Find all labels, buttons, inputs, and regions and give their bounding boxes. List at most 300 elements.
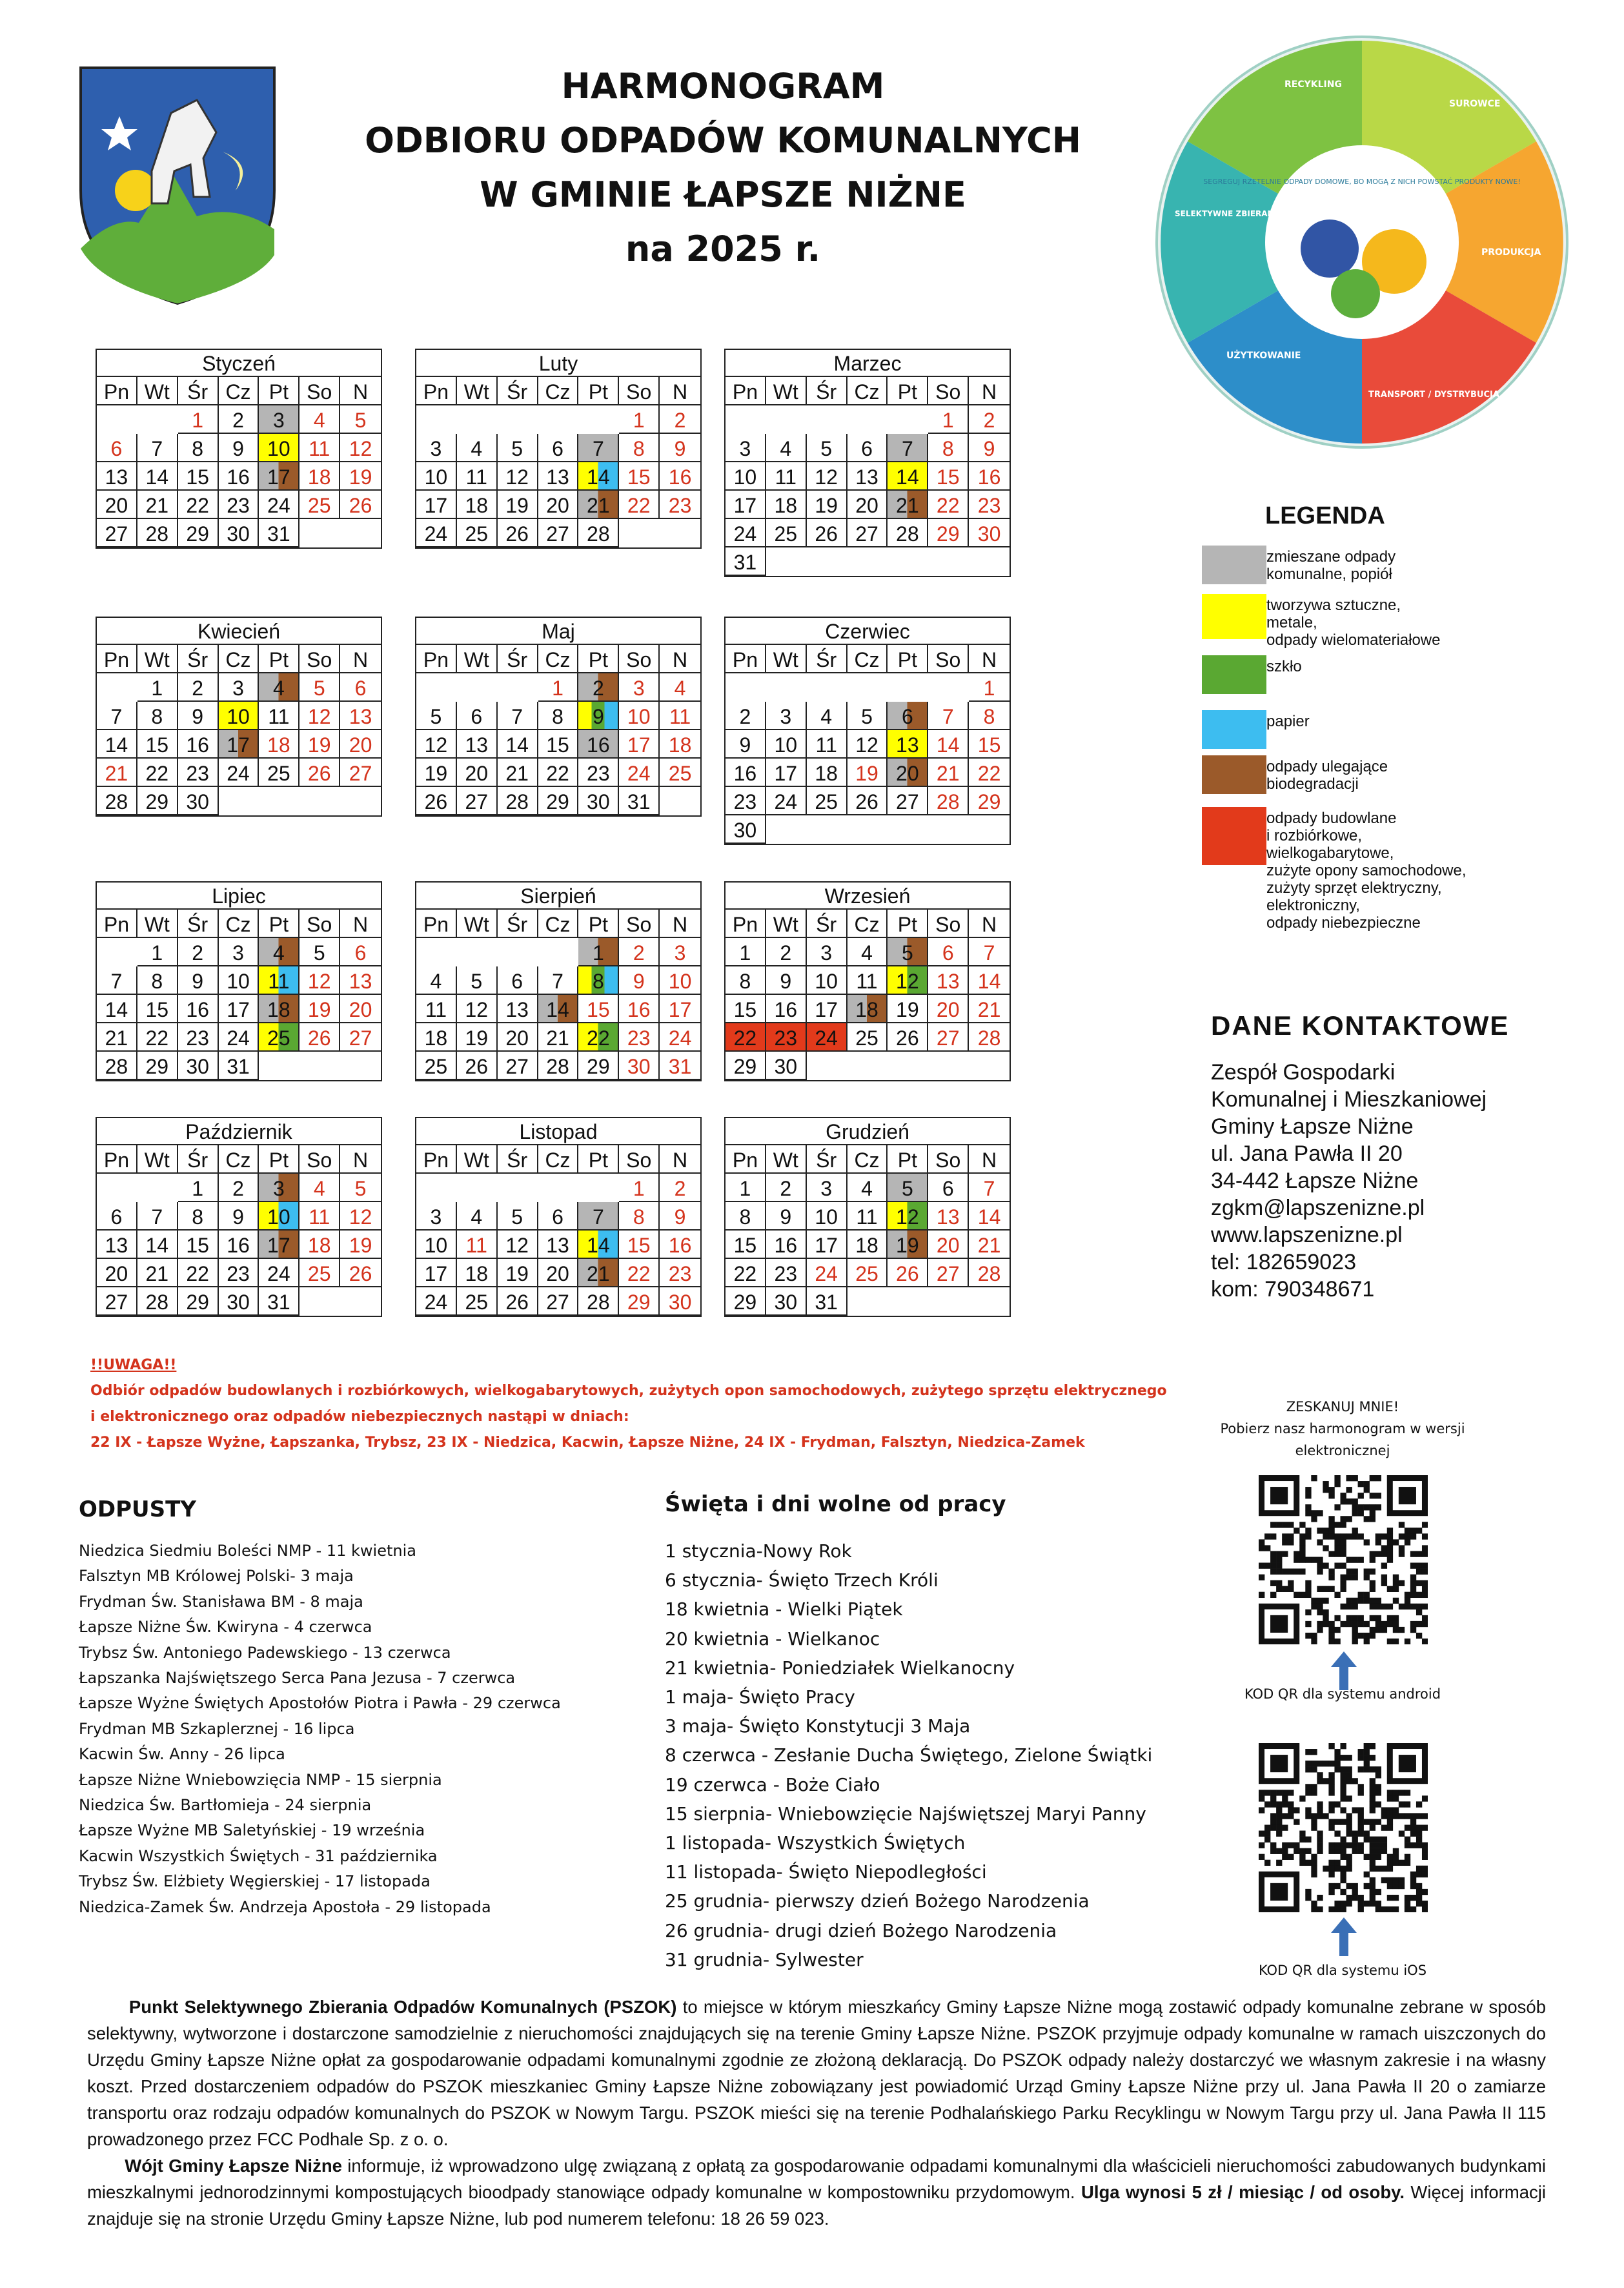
calendar-day: 8 [178,1202,219,1231]
contact-line: 34-442 Łapsze Niżne [1211,1169,1419,1193]
calendar-day: 18 [299,1231,340,1259]
title-line-2: ODBIORU ODPADÓW KOMUNALNYCH [365,120,1081,161]
calendar-day: 10 [807,1202,848,1231]
weekday-header: Pt [259,1145,299,1174]
calendar-day: 25 [807,787,848,815]
empty-cell [766,405,807,434]
qr-intro-line: Pobierz nasz harmonogram w wersji [1220,1421,1465,1436]
legend-label: odpady budowlane i rozbiórkowe, wielkogabarytowe, zużyte opony samochodowe, zużyty sprzęt elektryczny, elektroniczny, odpady niebezpieczne [1266,810,1467,932]
calendar-day: 7 [137,1202,178,1231]
calendar-day: 19 [457,1023,498,1052]
calendar-day: 15 [578,995,619,1023]
calendar-day: 20 [928,995,969,1023]
calendar-day: 30 [619,1052,660,1080]
calendar-day: 21 [888,491,928,519]
calendar-day: 18 [660,730,700,759]
weekday-header: N [660,377,700,405]
calendar-day: 8 [578,966,619,995]
weekday-header: Wt [457,377,498,405]
empty-cell [888,673,928,702]
weekday-header: Wt [137,1145,178,1174]
calendar-day: 6 [340,938,381,966]
month-name: Maj [416,618,700,645]
calendar-day: 21 [538,1023,579,1052]
weekday-header: So [928,377,969,405]
calendar-day: 26 [807,519,848,547]
weekday-header: Pn [97,645,137,673]
calendar-day: 12 [299,966,340,995]
odpust-item: Niedzica Św. Bartłomieja - 24 sierpnia [79,1796,372,1815]
calendar-day: 22 [178,491,219,519]
calendar-day: 28 [578,1287,619,1316]
weekday-header: Pn [416,910,457,938]
calendar-day: 21 [97,759,137,787]
weekday-header: N [969,910,1010,938]
calendar-day: 3 [219,673,259,702]
contact-line: ul. Jana Pawła II 20 [1211,1141,1403,1166]
calendar-day: 28 [888,519,928,547]
empty-cell [299,519,340,547]
calendar-day: 1 [726,938,766,966]
calendar-day: 6 [340,673,381,702]
calendar-day: 18 [259,995,299,1023]
calendar-day: 31 [726,547,766,576]
calendar-day: 12 [888,966,928,995]
contact-email[interactable]: zgkm@lapszenizne.pl [1211,1196,1425,1220]
calendar-day: 4 [660,673,700,702]
calendar-day: 5 [340,405,381,434]
legend-swatch [1202,546,1266,584]
month-name: Marzec [726,350,1010,377]
calendar-day: 29 [928,519,969,547]
calendar-day: 8 [726,966,766,995]
weekday-header: Śr [807,910,848,938]
calendar-day: 5 [340,1174,381,1202]
empty-cell [498,1174,538,1202]
holiday-item: 31 grudnia- Sylwester [665,1948,864,1970]
calendar-day: 23 [178,759,219,787]
weekday-header: Pt [888,1145,928,1174]
contact-line: tel: 182659023 [1211,1250,1356,1274]
calendar-day: 9 [660,434,700,462]
calendar-day: 8 [726,1202,766,1231]
calendar-day: 13 [97,1231,137,1259]
calendar-day: 29 [137,1052,178,1080]
calendar-day: 3 [219,938,259,966]
calendar-day: 20 [457,759,498,787]
calendar-day: 7 [969,938,1010,966]
calendar-day: 25 [766,519,807,547]
calendar-day: 10 [726,462,766,491]
weekday-header: Wt [766,910,807,938]
calendar-day: 20 [97,491,137,519]
calendar-day: 1 [137,673,178,702]
calendar-day: 30 [219,1287,259,1316]
calendar-day: 10 [219,966,259,995]
calendar-day: 12 [416,730,457,759]
holiday-item: 15 sierpnia- Wniebowzięcie Najświętszej Maryi Panny [665,1803,1146,1824]
calendar-day: 15 [928,462,969,491]
warning-line: i elektronicznego oraz odpadów niebezpiecznych nastąpi w dniach: [90,1409,629,1425]
calendar-day: 17 [219,730,259,759]
calendar-day: 15 [178,462,219,491]
empty-cell [538,938,579,966]
calendar-day: 4 [259,673,299,702]
calendar-day: 17 [766,759,807,787]
calendar-day: 23 [766,1259,807,1287]
calendar-day: 24 [660,1023,700,1052]
weekday-header: Pn [97,377,137,405]
calendar-day: 22 [538,759,579,787]
calendar-day: 26 [498,1287,538,1316]
weekday-header: So [299,1145,340,1174]
month-name: Sierpień [416,883,700,910]
calendar-day: 25 [660,759,700,787]
weekday-header: Wt [457,910,498,938]
calendar-day: 19 [888,1231,928,1259]
calendar-day: 3 [807,938,848,966]
weekday-header: Pn [416,645,457,673]
calendar-day: 26 [498,519,538,547]
empty-cell [888,405,928,434]
calendar-day: 13 [928,966,969,995]
calendar-day: 18 [299,462,340,491]
calendar-day: 16 [660,462,700,491]
calendar-day: 13 [340,966,381,995]
weekday-header: Pt [259,645,299,673]
pszok-paragraph [87,1994,1546,2152]
calendar-day: 14 [137,462,178,491]
calendar-day: 28 [498,787,538,815]
weekday-header: Pn [97,1145,137,1174]
weekday-header: Pt [259,910,299,938]
empty-cell [807,673,848,702]
calendar-day: 4 [416,966,457,995]
legend-label: odpady ulegające biodegradacji [1266,758,1388,793]
empty-cell [416,673,457,702]
empty-cell [928,673,969,702]
empty-cell [928,547,969,576]
calendar-day: 9 [219,1202,259,1231]
calendar-day: 20 [848,491,888,519]
calendar-day: 26 [888,1259,928,1287]
odpust-item: Frydman Św. Stanisława BM - 8 maja [79,1592,363,1611]
empty-cell [848,1287,888,1316]
calendar-day: 6 [928,938,969,966]
calendar-day: 23 [660,491,700,519]
weekday-header: Pn [416,377,457,405]
calendar-day: 16 [219,462,259,491]
weekday-header: So [928,1145,969,1174]
calendar-day: 24 [807,1259,848,1287]
calendar-day: 10 [766,730,807,759]
calendar-day: 2 [619,938,660,966]
odpust-item: Trybsz Św. Antoniego Padewskiego - 13 czerwca [79,1643,451,1662]
calendar-day: 5 [457,966,498,995]
calendar-day: 18 [259,730,299,759]
calendar-day: 9 [178,966,219,995]
calendar-day: 10 [259,1202,299,1231]
empty-cell [219,787,259,815]
weekday-header: N [969,1145,1010,1174]
arrow-up-icon [1331,1651,1357,1690]
title-line-3: W GMINIE ŁAPSZE NIŻNE [480,174,966,215]
circle-seg-recykling: RECYKLING [1284,79,1342,90]
calendar-day: 27 [97,519,137,547]
calendar-day: 6 [928,1174,969,1202]
holiday-item: 20 kwietnia - Wielkanoc [665,1628,880,1650]
calendar-day: 21 [969,1231,1010,1259]
weekday-header: Wt [137,910,178,938]
warning-line: Odbiór odpadów budowlanych i rozbiórkowych, wielkogabarytowych, zużytych opon samochodowych, zużytego sprzętu elektrycznego [90,1383,1167,1399]
calendar-day: 13 [340,702,381,730]
calendar-day: 15 [726,1231,766,1259]
calendar-day: 20 [538,1259,579,1287]
calendar-day: 22 [137,1023,178,1052]
calendar-day: 17 [416,1259,457,1287]
calendar-day: 27 [848,519,888,547]
calendar-day: 22 [969,759,1010,787]
calendar-day: 24 [807,1023,848,1052]
calendar-day: 14 [97,995,137,1023]
calendar-day: 2 [219,1174,259,1202]
calendar-day: 21 [578,491,619,519]
calendar-day: 24 [766,787,807,815]
empty-cell [299,787,340,815]
calendar-day: 28 [97,1052,137,1080]
month-name: Listopad [416,1118,700,1145]
calendar-day: 30 [178,787,219,815]
calendar-day: 21 [97,1023,137,1052]
odpust-item: Kacwin Wszystkich Świętych - 31 października [79,1846,438,1865]
calendar-day: 1 [178,405,219,434]
calendar-day: 11 [416,995,457,1023]
qr-code-ios[interactable] [1259,1743,1428,1912]
weekday-header: Śr [178,377,219,405]
calendar-day: 21 [137,1259,178,1287]
calendar-day: 11 [259,966,299,995]
calendar-day: 20 [498,1023,538,1052]
calendar-day: 12 [340,434,381,462]
calendar-day: 19 [340,462,381,491]
qr-code-android[interactable] [1259,1475,1428,1644]
calendar-day: 23 [619,1023,660,1052]
calendar-day: 6 [498,966,538,995]
pszok-text: to miejsce w którym mieszkańcy Gminy Łapsze Niżne mogą zostawić odpady komunalne zebrane w sposób selektywny, wytworzone i dostarczone samodzielnie z nieruchomości znajdujących się na terenie Gminy Łapsze Niżne. PSZOK przyjmuje odpady komunalne w ramach uiszczonych do Urzędu Gminy Łapsze Niżne opłat za gospodarowanie odpadami komunalnymi zgodnie ze złożoną deklaracją. Do PSZOK odpady należy dostarczyć we własnym zakresie i na własny koszt. Przed dostarczeniem odpadów do PSZOK mieszkaniec Gminy Łapsze Niżne zobowiązany jest powiadomić Urząd Gminy Łapsze Niżne przy ul. Jana Pawła II 20 o zamiarze transportu oraz rodzaju odpadów komunalnych do PSZOK w Nowym Targu. PSZOK mieści się na terenie Podhalańskiego Parku Recyklingu w Nowym Targu przy ul. Jana Pawła II 115 prowadzonego przez FCC Podhale Sp. z o. o. [87,1997,1547,2149]
empty-cell [766,815,807,844]
calendar-day: 22 [178,1259,219,1287]
calendar-day: 16 [766,1231,807,1259]
qr-intro-line: elektronicznej [1295,1443,1390,1458]
weekday-header: Śr [807,377,848,405]
calendar-day: 28 [538,1052,579,1080]
weekday-header: Cz [219,1145,259,1174]
circle-center-text: SEGREGUJ RZETELNIE ODPADY DOMOWE, BO MOGĄ Z NICH POWSTAĆ PRODUKTY NOWE! [1203,178,1521,186]
calendar-day: 13 [538,1231,579,1259]
holiday-item: 8 czerwca - Zesłanie Ducha Świętego, Zielone Świątki [665,1744,1153,1766]
calendar-day: 26 [888,1023,928,1052]
calendar-day: 17 [259,1231,299,1259]
empty-cell [457,1174,498,1202]
circle-seg-uzytkowanie: UŻYTKOWANIE [1226,351,1301,361]
calendar-day: 29 [578,1052,619,1080]
odpust-item: Łapsze Wyżne MB Saletyńskiej - 19 września [79,1821,425,1840]
recycling-circle-illustration [1155,36,1568,449]
contact-website[interactable]: www.lapszenizne.pl [1211,1223,1403,1247]
empty-cell [416,405,457,434]
calendar-day: 29 [619,1287,660,1316]
ulga-more-info: Więcej informacji znajduje się na stronie Urzędu Gminy Łapsze Niżne, lub pod numerem telefonu: 18 26 59 023. [87,2182,1546,2229]
calendar-day: 3 [619,673,660,702]
calendar-day: 21 [137,491,178,519]
calendar-day: 27 [97,1287,137,1316]
calendar-day: 7 [578,434,619,462]
calendar-day: 24 [219,759,259,787]
empty-cell [538,405,579,434]
holiday-item: 1 maja- Święto Pracy [665,1686,855,1708]
calendar-day: 10 [807,966,848,995]
weekday-header: Cz [538,1145,579,1174]
weekday-header: Pt [259,377,299,405]
weekday-header: Śr [178,1145,219,1174]
weekday-header: Wt [766,377,807,405]
empty-cell [416,1174,457,1202]
holiday-item: 6 stycznia- Święto Trzech Króli [665,1569,939,1591]
calendar-day: 22 [578,1023,619,1052]
calendar-day: 13 [888,730,928,759]
calendar-day: 22 [726,1259,766,1287]
holiday-item: 1 listopada- Wszystkich Świętych [665,1832,966,1854]
month-name: Grudzień [726,1118,1010,1145]
calendar-day: 27 [888,787,928,815]
calendar-day: 16 [178,730,219,759]
empty-cell [457,938,498,966]
calendar-day: 21 [498,759,538,787]
pszok-name: Punkt Selektywnego Zbierania Odpadów Komunalnych (PSZOK) [128,1997,677,2017]
calendar-day: 24 [726,519,766,547]
empty-cell [340,787,381,815]
calendar-day: 25 [848,1023,888,1052]
calendar-day: 14 [578,462,619,491]
calendar-day: 7 [137,434,178,462]
calendar-day: 13 [928,1202,969,1231]
calendar-day: 15 [619,1231,660,1259]
weekday-header: Pn [726,377,766,405]
weekday-header: N [660,1145,700,1174]
empty-cell [299,1287,340,1316]
calendar-day: 12 [498,462,538,491]
calendar-day: 26 [457,1052,498,1080]
weekday-header: So [299,377,340,405]
calendar-day: 16 [578,730,619,759]
calendar-day: 9 [578,702,619,730]
empty-cell [340,1052,381,1080]
legend-label: tworzywa sztuczne, metale, odpady wielomateriałowe [1266,597,1441,649]
calendar-day: 24 [416,1287,457,1316]
empty-cell [888,547,928,576]
calendar-day: 12 [457,995,498,1023]
calendar-day: 24 [619,759,660,787]
calendar-day: 8 [619,1202,660,1231]
weekday-header: So [619,1145,660,1174]
calendar-day: 29 [726,1287,766,1316]
calendar-day: 9 [660,1202,700,1231]
calendar-day: 22 [619,491,660,519]
calendar-day: 3 [660,938,700,966]
arrow-up-icon [1331,1917,1357,1956]
calendar-day: 29 [538,787,579,815]
calendar-day: 17 [619,730,660,759]
calendar-day: 29 [178,1287,219,1316]
calendar-day: 18 [848,995,888,1023]
calendar-day: 10 [416,462,457,491]
calendar-day: 20 [928,1231,969,1259]
calendar-day: 3 [726,434,766,462]
month-name: Październik [97,1118,381,1145]
calendar-day: 28 [969,1023,1010,1052]
calendar-day: 13 [498,995,538,1023]
weekday-header: Pt [888,910,928,938]
weekday-header: Śr [498,1145,538,1174]
empty-cell [726,405,766,434]
title-line-1: HARMONOGRAM [561,66,885,107]
empty-cell [538,1174,579,1202]
calendar-day: 11 [807,730,848,759]
calendar-day: 30 [766,1287,807,1316]
calendar-day: 31 [619,787,660,815]
holiday-item: 3 maja- Święto Konstytucji 3 Maja [665,1715,971,1737]
calendar-day: 8 [137,702,178,730]
calendar-day: 2 [766,1174,807,1202]
calendar-day: 3 [259,405,299,434]
wojt-name: Wójt Gminy Łapsze Niżne [125,2156,342,2176]
calendar-day: 12 [498,1231,538,1259]
calendar-day: 3 [416,1202,457,1231]
calendar-day: 2 [578,673,619,702]
empty-cell [660,519,700,547]
calendar-day: 31 [259,519,299,547]
calendar-day: 24 [416,519,457,547]
calendar-day: 20 [340,730,381,759]
calendar-day: 30 [660,1287,700,1316]
calendar-day: 28 [928,787,969,815]
legend-swatch [1202,655,1266,694]
calendar-day: 11 [457,1231,498,1259]
empty-cell [660,787,700,815]
weekday-header: Cz [848,645,888,673]
weekday-header: N [969,645,1010,673]
calendar-day: 3 [259,1174,299,1202]
empty-cell [299,1052,340,1080]
month-name: Lipiec [97,883,381,910]
calendar-day: 4 [848,938,888,966]
weekday-header: N [660,645,700,673]
calendar-day: 4 [457,434,498,462]
calendar-day: 14 [498,730,538,759]
calendar-day: 4 [259,938,299,966]
calendar-day: 5 [848,702,888,730]
calendar-day: 25 [416,1052,457,1080]
calendar-day: 30 [726,815,766,844]
calendar-day: 10 [619,702,660,730]
calendar-day: 5 [416,702,457,730]
calendar-day: 31 [259,1287,299,1316]
empty-cell [969,547,1010,576]
calendar-day: 2 [178,673,219,702]
legend-swatch [1202,755,1266,794]
calendar-day: 5 [888,938,928,966]
calendar-month [724,881,1011,1081]
